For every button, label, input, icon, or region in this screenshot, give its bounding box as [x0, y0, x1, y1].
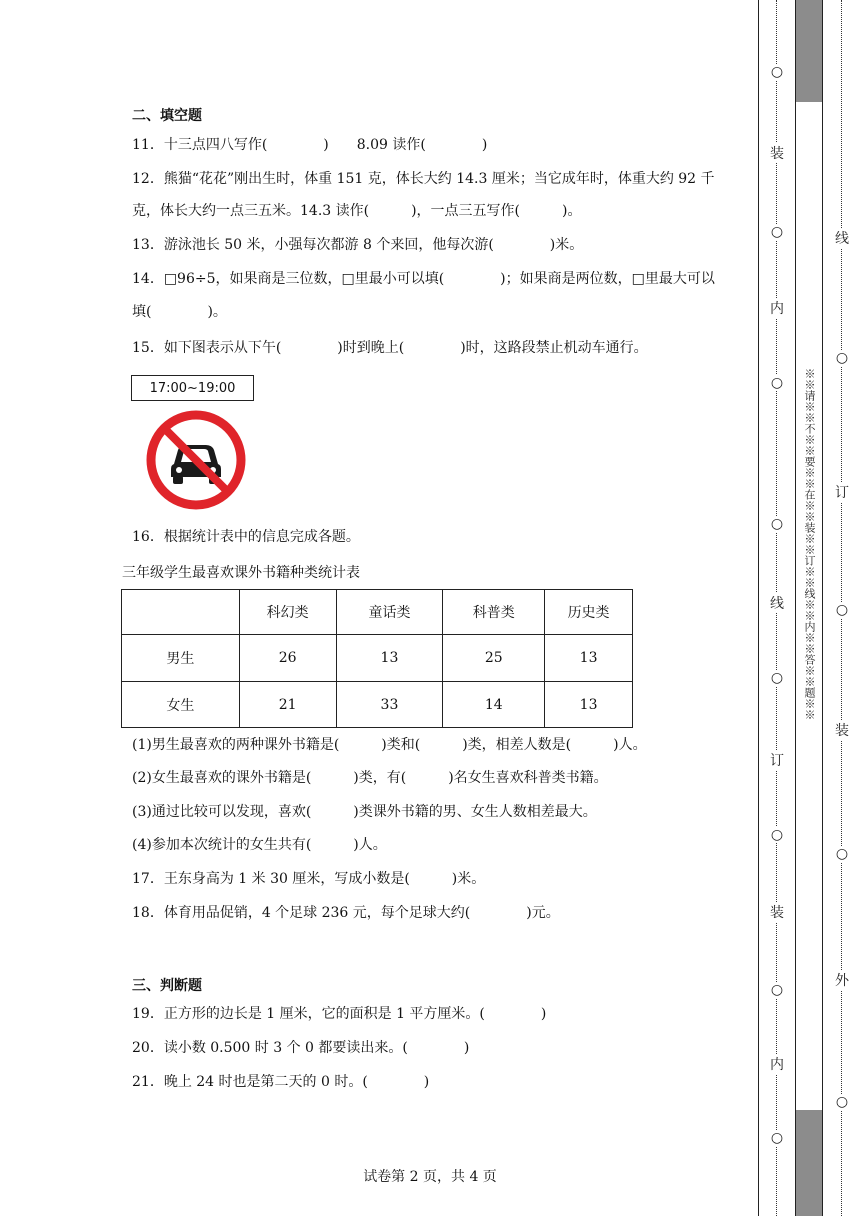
table-header-cell: 历史类: [545, 590, 633, 635]
sign-time-box: 17:00~19:00: [131, 375, 254, 401]
table-header-cell: [122, 590, 240, 635]
table-cell: 13: [336, 635, 443, 682]
question-19: 19．正方形的边长是 1 厘米，它的面积是 1 平方厘米。( ): [132, 1006, 547, 1022]
binding-circle: ○: [770, 827, 784, 843]
table-cell: 33: [336, 682, 443, 728]
binding-border-right: [822, 0, 823, 1216]
no-motor-vehicle-sign-icon: [146, 410, 246, 514]
binding-mark: 内: [770, 1054, 784, 1074]
question-16-2: (2)女生最喜欢的课外书籍是( )类，有( )名女生喜欢科普类书籍。: [132, 770, 608, 786]
binding-circle: ○: [770, 1130, 784, 1146]
table-cell: 21: [239, 682, 336, 728]
question-13: 13．游泳池长 50 米，小强每次都游 8 个来回，他每次游( )米。: [132, 237, 584, 253]
binding-circle: ○: [835, 350, 849, 366]
table-cell: 男生: [122, 635, 240, 682]
table-header-cell: 童话类: [336, 590, 443, 635]
table-cell: 26: [239, 635, 336, 682]
section-title-judgement: 三、判断题: [132, 978, 202, 994]
binding-mark: 装: [770, 902, 784, 922]
question-15: 15．如下图表示从下午( )时到晚上( )时，这路段禁止机动车通行。: [132, 340, 648, 356]
table-cell: 13: [545, 682, 633, 728]
binding-mark: 内: [770, 298, 784, 318]
section-title-fill-blank: 二、填空题: [132, 108, 202, 124]
table-cell: 14: [443, 682, 545, 728]
binding-mark: 线: [835, 228, 849, 248]
question-14-line2: 填( )。: [132, 304, 227, 320]
question-21: 21．晚上 24 时也是第二天的 0 时。( ): [132, 1074, 430, 1090]
table-cell: 25: [443, 635, 545, 682]
question-16-4: (4)参加本次统计的女生共有( )人。: [132, 837, 387, 853]
question-12-line1: 12．熊猫“花花”刚出生时，体重 151 克，体长大约 14.3 厘米；当它成年时，体重大约 92 千: [132, 171, 715, 187]
binding-border-left: [758, 0, 759, 1216]
binding-mark: 外: [835, 970, 849, 990]
binding-mark: 订: [835, 482, 849, 502]
binding-mark: 线: [770, 593, 784, 613]
binding-circle: ○: [770, 516, 784, 532]
binding-circle: ○: [770, 224, 784, 240]
page-footer: 试卷第 2 页，共 4 页: [363, 1169, 497, 1185]
table-cell: 13: [545, 635, 633, 682]
binding-circle: ○: [835, 1094, 849, 1110]
binding-border-mid: [795, 0, 796, 1216]
table-title: 三年级学生最喜欢课外书籍种类统计表: [122, 565, 360, 581]
binding-circle: ○: [770, 670, 784, 686]
binding-circle: ○: [770, 375, 784, 391]
table-row: [122, 682, 633, 728]
binding-mark: 订: [770, 750, 784, 770]
gray-bar-bottom: [796, 1110, 822, 1216]
question-16-1: (1)男生最喜欢的两种课外书籍是( )类和( )类，相差人数是( )人。: [132, 737, 647, 753]
binding-circle: ○: [835, 846, 849, 862]
table-cell: 女生: [122, 682, 240, 728]
question-11: 11．十三点四八写作( ) 8.09 读作( ): [132, 137, 488, 153]
table-row: [122, 635, 633, 682]
binding-circle: ○: [770, 64, 784, 80]
binding-notice: ※※请※※不※※要※※在※※装※※订※※线※※内※※答※※题※※: [803, 368, 816, 720]
gray-bar-top: [796, 0, 822, 102]
stat-table: [121, 589, 633, 728]
question-17: 17．王东身高为 1 米 30 厘米，写成小数是( )米。: [132, 871, 486, 887]
table-header-cell: 科普类: [443, 590, 545, 635]
binding-mark: 装: [770, 143, 784, 163]
binding-circle: ○: [770, 982, 784, 998]
table-header-cell: 科幻类: [239, 590, 336, 635]
question-16: 16．根据统计表中的信息完成各题。: [132, 529, 360, 545]
question-12-line2: 克，体长大约一点三五米。14.3 读作( )，一点三五写作( )。: [132, 203, 582, 219]
binding-mark: 装: [835, 720, 849, 740]
question-16-3: (3)通过比较可以发现，喜欢( )类课外书籍的男、女生人数相差最大。: [132, 804, 597, 820]
table-header-row: [122, 590, 633, 635]
question-14-line1: 14．□96÷5，如果商是三位数，□里最小可以填( )；如果商是两位数，□里最大可以: [132, 271, 715, 287]
question-20: 20．读小数 0.500 时 3 个 0 都要读出来。( ): [132, 1040, 470, 1056]
question-18: 18．体育用品促销，4 个足球 236 元，每个足球大约( )元。: [132, 905, 560, 921]
binding-circle: ○: [835, 602, 849, 618]
